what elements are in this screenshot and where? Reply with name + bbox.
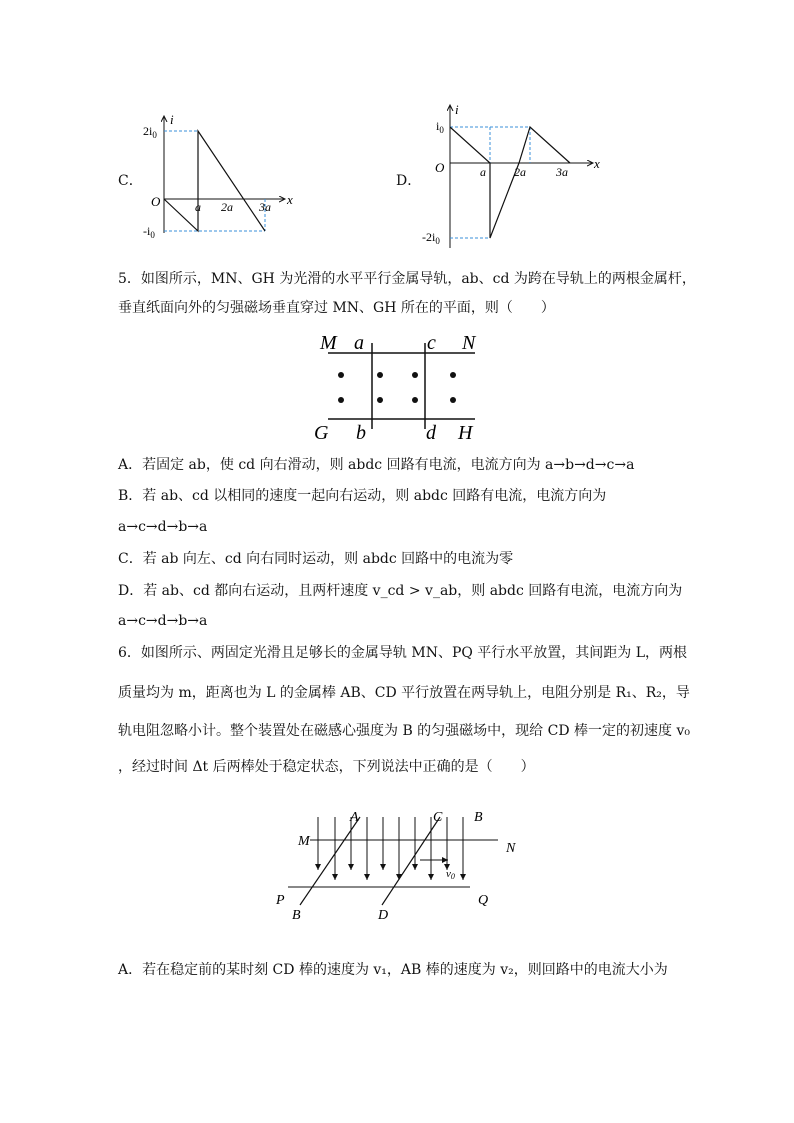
q6-figure [270,805,530,925]
current-curve [450,127,570,238]
magnetic-field-dots [338,372,456,403]
label-c: c [427,332,436,354]
origin-label: O [435,160,445,175]
label-N: N [462,332,476,354]
q6-stem-line4: ，经过时间 Δt 后两棒处于稳定状态，下列说法中正确的是（ ） [118,759,535,775]
x-tick-a: a [195,200,201,214]
option-c-label: C． [118,173,143,189]
x-axis-label: x [287,192,293,207]
current-curve [164,131,265,231]
x-tick-a: a [480,165,486,179]
label-G: G [314,422,329,444]
y-bottom-label: $-i_0$ [143,224,155,238]
graph-d [418,100,608,250]
graph-c [135,108,310,238]
label-a: a [354,332,364,354]
label-B-field: B [474,810,483,825]
q5-option-b-line2: a→c→d→b→a [118,519,208,535]
q6-option-a: A．若在稳定前的某时刻 CD 棒的速度为 v₁，AB 棒的速度为 v₂，则回路中的电流大小为 [118,962,668,978]
label-M: M [320,332,337,354]
label-Q: Q [478,893,489,908]
label-P: P [276,893,285,908]
y-top-label: $i_0$ [436,119,444,135]
label-H: H [458,422,473,444]
q6-stem-line2: 质量均为 m，距离也为 L 的金属棒 AB、CD 平行放置在两导轨上，电阻分别是 R₁、R₂，导 [118,685,690,701]
option-d-label: D． [396,173,422,189]
label-N: N [506,841,516,856]
magnetic-field-arrows [318,817,463,880]
label-B: B [292,908,301,923]
label-A: A [350,810,359,825]
label-d: d [426,422,436,444]
y-top-label: $2i_0$ [143,124,157,140]
q5-option-d-line1: D．若 ab、cd 都向右运动，且两杆速度 v_cd > v_ab，则 abdc 回路有电流，电流方向为 [118,583,683,599]
label-D: D [378,908,389,923]
y-axis-label: i [455,102,459,117]
q6-stem-line3: 轨电阻忽略小计。整个装置处在磁感心强度为 B 的匀强磁场中，现给 CD 棒一定的初速度 v₀ [118,723,690,739]
y-axis-label: i [170,112,174,127]
label-M: M [298,834,310,849]
x-tick-2a: 2a [514,165,526,179]
y-bottom-label: $-2i_0$ [422,230,440,246]
x-axis-label: x [594,156,600,171]
x-tick-2a: 2a [221,200,233,214]
x-tick-3a: 3a [556,165,568,179]
q5-option-d-line2: a→c→d→b→a [118,613,208,629]
q6-stem-line1: 6．如图所示、两固定光滑且足够长的金属导轨 MN、PQ 平行水平放置，其间距为 L，两根 [118,645,688,661]
label-C: C [433,810,443,825]
q5-option-c: C．若 ab 向左、cd 向右同时运动，则 abdc 回路中的电流为零 [118,551,514,567]
label-b: b [356,422,366,444]
origin-label: O [151,194,161,209]
label-v0: v0 [446,868,455,881]
q5-figure [310,330,485,445]
q5-stem-line1: 5．如图所示，MN、GH 为光滑的水平平行金属导轨，ab、cd 为跨在导轨上的两根金属杆， [118,271,696,287]
q5-option-a: A．若固定 ab，使 cd 向右滑动，则 abdc 回路有电流，电流方向为 a→b→d→c→a [118,457,635,473]
x-tick-3a: 3a [259,200,271,214]
q5-stem-line2: 垂直纸面向外的匀强磁场垂直穿过 MN、GH 所在的平面，则（ ） [118,300,555,316]
q5-option-b-line1: B．若 ab、cd 以相同的速度一起向右运动，则 abdc 回路有电流，电流方向为 [118,488,607,504]
